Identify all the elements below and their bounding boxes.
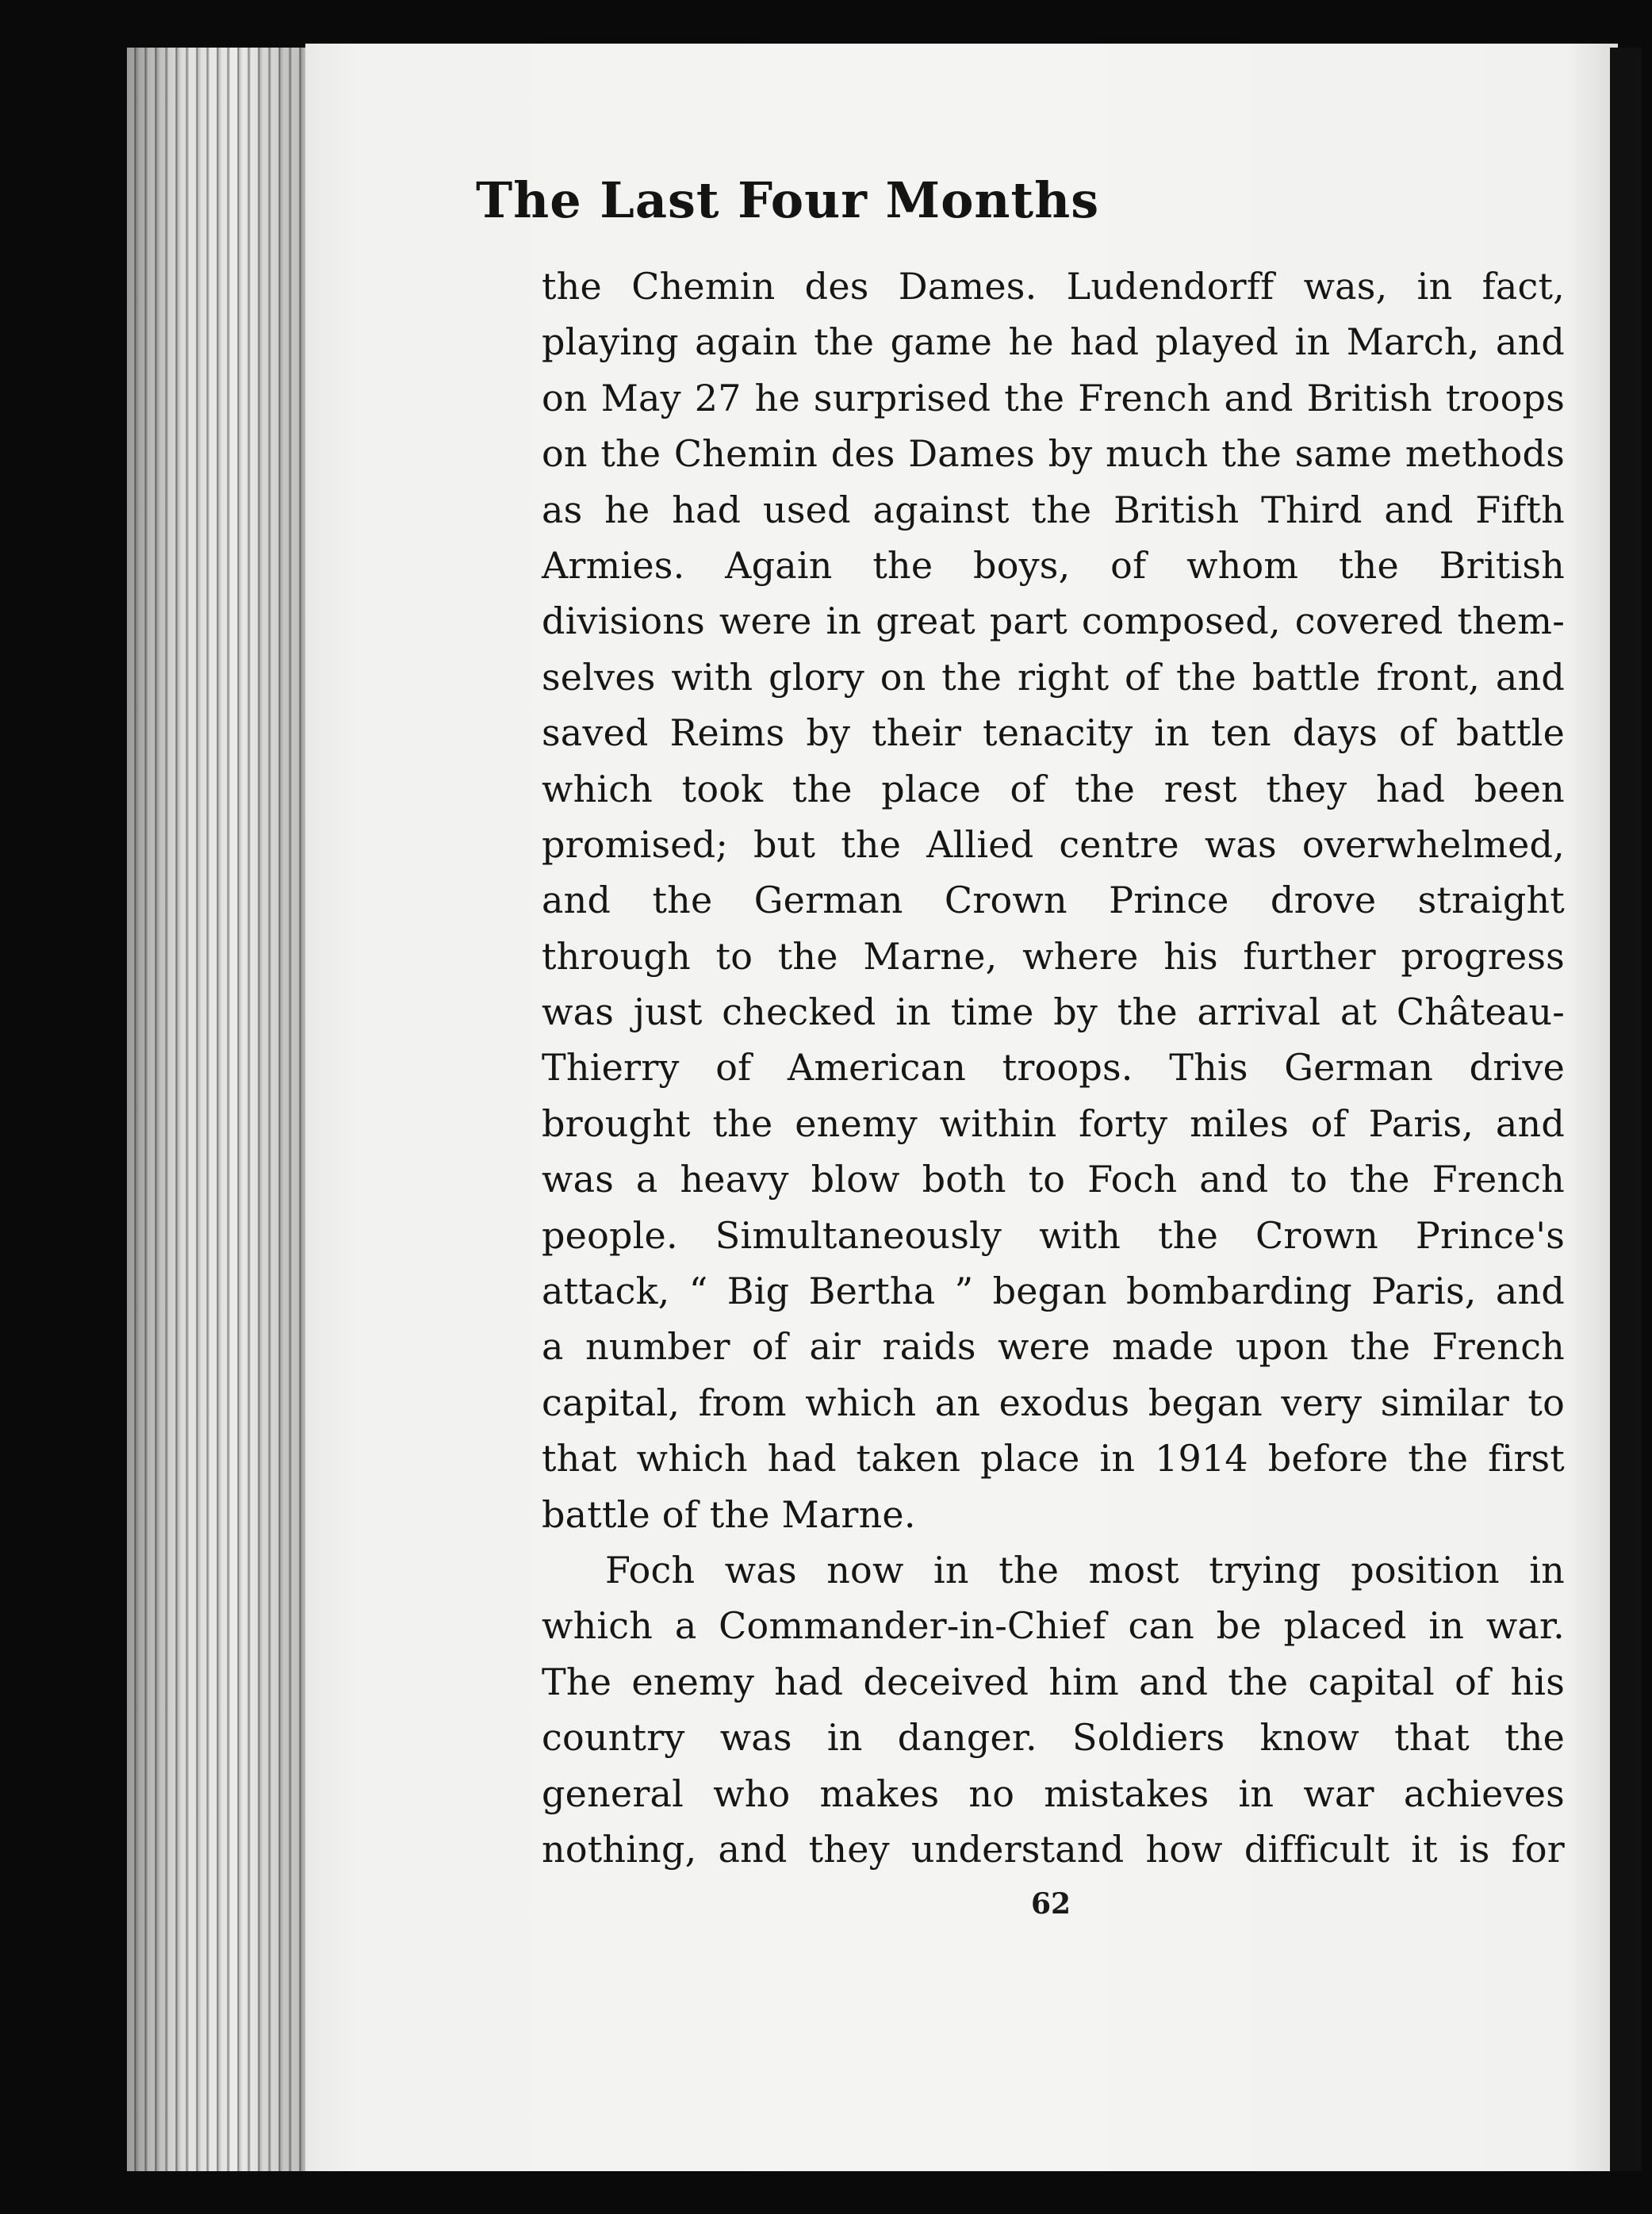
text-line: on the Chemin des Dames by much the same methods [542, 432, 1565, 476]
text-line: attack, “ Big Bertha ” began bombarding Paris, and [542, 1270, 1565, 1313]
text-line: through to the Marne, where his further progress [542, 934, 1565, 978]
text-line: Foch was now in the most trying position in [605, 1548, 1565, 1592]
text-line: playing again the game he had played in March, and [542, 320, 1565, 364]
text-line: capital, from which an exodus began very similar to [542, 1381, 1565, 1424]
paragraph-2 [542, 1542, 1565, 1877]
text-line: divisions were in great part composed, covered them- [542, 599, 1565, 643]
text-line: that which had taken place in 1914 before the first [542, 1437, 1565, 1480]
text-line: on May 27 he surprised the French and British troops [542, 376, 1565, 419]
text-line: Armies. Again the boys, of whom the British [542, 543, 1565, 587]
page-number: 62 [1031, 1887, 1071, 1921]
text-line: country was in danger. Soldiers know that the [542, 1716, 1565, 1760]
paragraph-1 [542, 259, 1565, 1542]
text-line: saved Reims by their tenacity in ten days of battle [542, 711, 1565, 755]
binding-border [1610, 48, 1642, 2181]
page-edges-shadow [127, 48, 317, 2173]
text-line: Thierry of American troops. This German drive [542, 1046, 1565, 1090]
text-line: brought the enemy within forty miles of Paris, and [542, 1101, 1565, 1145]
text-line: which took the place of the rest they had been [542, 767, 1565, 810]
text-line: the Chemin des Dames. Ludendorff was, in fact, [542, 265, 1565, 308]
text-line: was a heavy blow both to Foch and to the French [542, 1158, 1565, 1201]
text-line: battle of the Marne. [542, 1492, 916, 1536]
bottom-border [127, 2171, 1642, 2214]
text-line: as he had used against the British Third and Fifth [542, 488, 1565, 531]
text-line: people. Simultaneously with the Crown Prince's [542, 1213, 1565, 1257]
body-text [542, 259, 1565, 1877]
text-line: The enemy had deceived him and the capital of his [542, 1660, 1565, 1703]
text-line: which a Commander-in-Chief can be placed in war. [542, 1604, 1565, 1648]
text-line: a number of air raids were made upon the French [542, 1325, 1565, 1369]
text-line: and the German Crown Prince drove straight [542, 879, 1565, 922]
text-line: general who makes no mistakes in war achieves [542, 1772, 1565, 1815]
text-line: nothing, and they understand how difficult it is for [542, 1827, 1565, 1871]
text-line: selves with glory on the right of the battle front, and [542, 655, 1565, 699]
running-head: The Last Four Months [476, 171, 1100, 229]
text-line: promised; but the Allied centre was overwhelmed, [542, 822, 1565, 866]
text-line: was just checked in time by the arrival at Château- [542, 990, 1565, 1034]
